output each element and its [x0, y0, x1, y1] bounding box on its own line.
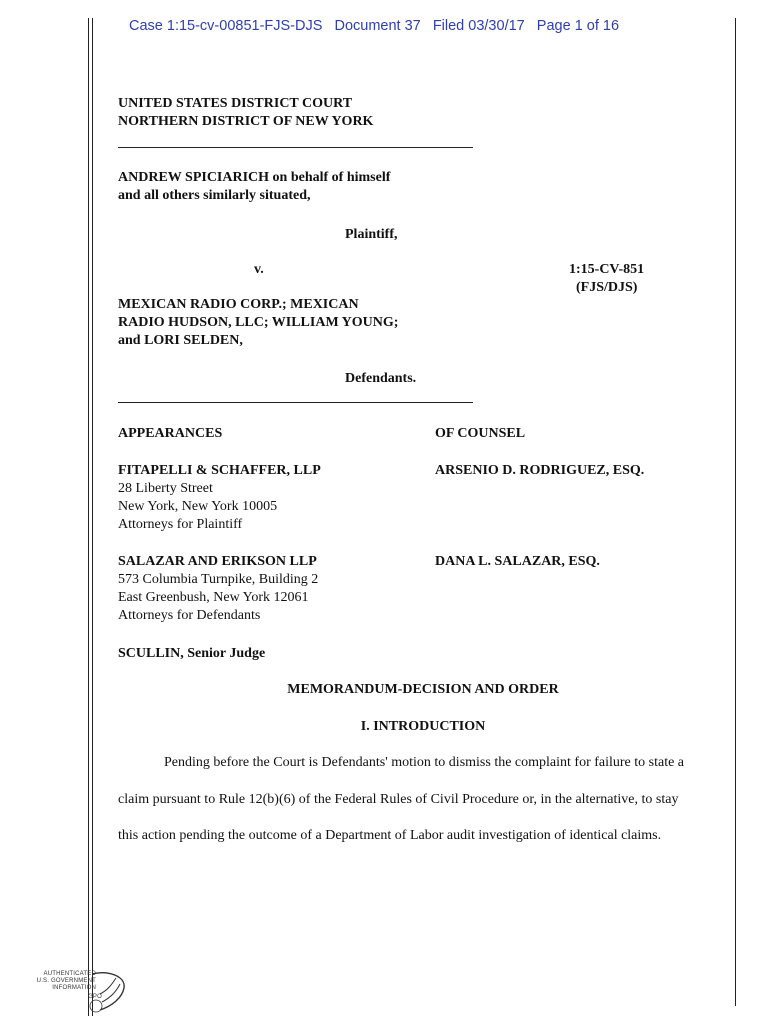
plaintiff-role: Plaintiff, [345, 227, 398, 242]
margin-rule-right [735, 18, 736, 1006]
body-line-3: this action pending the outcome of a Department of Labor audit investigation of identical claims. [118, 828, 662, 843]
counsel-name: DANA L. SALAZAR, ESQ. [435, 554, 600, 569]
margin-rule-left-2 [92, 18, 93, 1016]
court-name-line2: NORTHERN DISTRICT OF NEW YORK [118, 114, 374, 129]
firm-address-line2: East Greenbush, New York 12061 [118, 590, 309, 605]
caption-divider-bottom [118, 402, 473, 403]
caption-divider-top [118, 147, 473, 148]
body-line-2: claim pursuant to Rule 12(b)(6) of the Federal Rules of Civil Procedure or, in the alternative, to stay [118, 792, 679, 807]
firm-name: SALAZAR AND ERIKSON LLP [118, 554, 317, 569]
judge-name: SCULLIN, Senior Judge [118, 646, 266, 661]
seal-line4: GPO [88, 994, 102, 1000]
firm-role: Attorneys for Defendants [118, 608, 261, 623]
defendants-line3: and LORI SELDEN, [118, 333, 243, 348]
defendants-line1: MEXICAN RADIO CORP.; MEXICAN [118, 297, 359, 312]
margin-rule-left-1 [88, 18, 89, 1016]
firm-name: FITAPELLI & SCHAFFER, LLP [118, 463, 321, 478]
plaintiff-name-line1: ANDREW SPICIARICH on behalf of himself [118, 170, 391, 185]
of-counsel-heading: OF COUNSEL [435, 426, 526, 441]
firm-address-line1: 28 Liberty Street [118, 481, 213, 496]
court-name-line1: UNITED STATES DISTRICT COURT [118, 96, 353, 111]
seal-line2: U.S. GOVERNMENT [36, 978, 96, 984]
defendants-role: Defendants. [345, 371, 417, 386]
seal-line3: INFORMATION [52, 985, 96, 991]
case-header-stamp: Case 1:15-cv-00851-FJS-DJS Document 37 Filed 03/30/17 Page 1 of 16 [129, 18, 620, 34]
defendants-line2: RADIO HUDSON, LLC; WILLIAM YOUNG; [118, 315, 399, 330]
firm-address-line1: 573 Columbia Turnpike, Building 2 [118, 572, 319, 587]
judge-initials: (FJS/DJS) [576, 280, 638, 295]
body-line-1: Pending before the Court is Defendants' motion to dismiss the complaint for failure to state a [164, 755, 685, 770]
case-number: 1:15-CV-851 [569, 262, 645, 277]
appearances-heading: APPEARANCES [118, 426, 223, 441]
versus-label: v. [254, 262, 264, 277]
document-title: MEMORANDUM-DECISION AND ORDER [287, 682, 559, 697]
plaintiff-name-line2: and all others similarly situated, [118, 188, 311, 203]
firm-address-line2: New York, New York 10005 [118, 499, 278, 514]
gpo-authentication-seal [30, 968, 130, 1016]
section-heading: I. INTRODUCTION [360, 719, 486, 734]
firm-role: Attorneys for Plaintiff [118, 517, 243, 532]
seal-line1: AUTHENTICATED [43, 971, 96, 977]
counsel-name: ARSENIO D. RODRIGUEZ, ESQ. [435, 463, 645, 478]
